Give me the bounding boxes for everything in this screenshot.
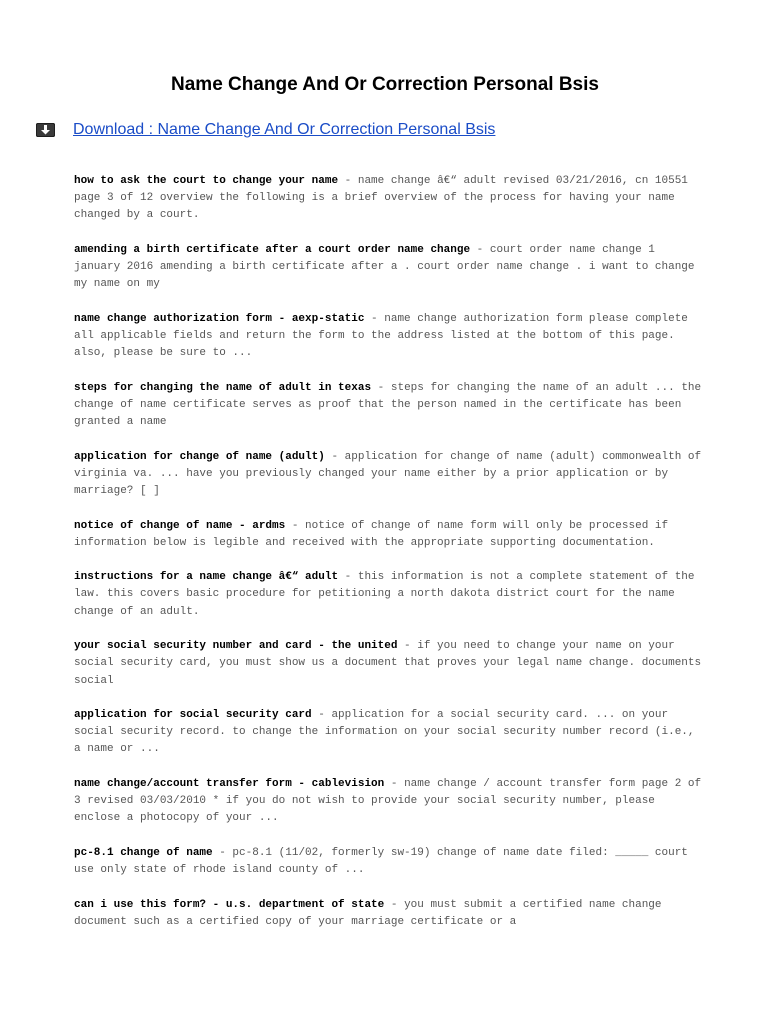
entry-text: - name change â€“ adult revised 03/21/2016, cn 10551 page 3 of 12 overview the following is a brief overview of the process for having your name changed by a court. xyxy=(74,175,688,222)
list-item xyxy=(74,311,704,363)
entry-heading[interactable]: name change authorization form - aexp-static xyxy=(74,312,365,325)
entry-text: - application for a social security card. ... on your social security record. to change the information on your social security number record (i.e., a name or ... xyxy=(74,709,695,756)
entry-text: - name change / account transfer form page 2 of 3 revised 03/03/2010 * if you do not wish to provide your social security number, please enclose a photocopy of your ... xyxy=(74,777,702,825)
download-link[interactable]: Download : Name Change And Or Correction Personal Bsis xyxy=(73,121,496,138)
entry-text: - steps for changing the name of an adult ... the change of name certificate serves as proof that the person named in the certificate has been granted a name xyxy=(74,381,702,429)
entry-text: - you must submit a certified name change document such as a certified copy of your marriage certificate or a xyxy=(74,898,662,928)
list-item xyxy=(74,242,704,294)
list-item xyxy=(74,449,704,501)
list-item xyxy=(74,173,704,225)
list-item xyxy=(74,518,704,552)
entry-text: - this information is not a complete statement of the law. this covers basic procedure for petitioning a north dakota district court for the name change of an adult. xyxy=(74,571,695,618)
entry-heading[interactable]: application for social security card xyxy=(74,709,312,722)
entry-text: - name change authorization form please complete all applicable fields and return the form to the address listed at the bottom of this page. also, please be sure to ... xyxy=(74,312,688,360)
page-title: Name Change And Or Correction Personal Bsis xyxy=(171,74,599,95)
entry-heading[interactable]: notice of change of name - ardms xyxy=(74,519,286,532)
list-item xyxy=(74,380,704,432)
entry-text: - court order name change 1 january 2016 amending a birth certificate after a . court order name change . i want to change my name on my xyxy=(74,243,695,291)
download-icon[interactable] xyxy=(36,123,55,137)
result-list xyxy=(74,173,704,948)
entry-heading[interactable]: steps for changing the name of adult in texas xyxy=(74,381,372,394)
list-item xyxy=(74,776,704,828)
entry-heading[interactable]: application for change of name (adult) xyxy=(74,450,325,463)
entry-text: - application for change of name (adult) commonwealth of virginia va. ... have you previously changed your name either by a prior application or by marriage? [ ] xyxy=(74,450,702,498)
download-row xyxy=(36,118,495,142)
entry-heading[interactable]: name change/account transfer form - cablevision xyxy=(74,777,385,790)
entry-heading[interactable]: pc-8.1 change of name xyxy=(74,846,213,859)
entry-text: - notice of change of name form will only be processed if information below is legible and received with the appropriate supporting documentation. xyxy=(74,519,669,549)
entry-heading[interactable]: can i use this form? - u.s. department of state xyxy=(74,898,385,911)
list-item xyxy=(74,707,704,759)
entry-text: - pc-8.1 (11/02, formerly sw-19) change of name date filed: _____ court use only state of rhode island county of ... xyxy=(74,846,688,877)
entry-text: - if you need to change your name on your social security card, you must show us a document that proves your legal name change. documents social xyxy=(74,640,702,687)
entry-heading[interactable]: your social security number and card - the united xyxy=(74,640,398,653)
list-item xyxy=(74,569,704,621)
list-item xyxy=(74,845,704,879)
list-item xyxy=(74,638,704,690)
entry-heading[interactable]: amending a birth certificate after a court order name change xyxy=(74,243,471,256)
list-item xyxy=(74,897,704,931)
entry-heading[interactable]: instructions for a name change â€“ adult xyxy=(74,571,339,584)
entry-heading[interactable]: how to ask the court to change your name xyxy=(74,175,339,187)
